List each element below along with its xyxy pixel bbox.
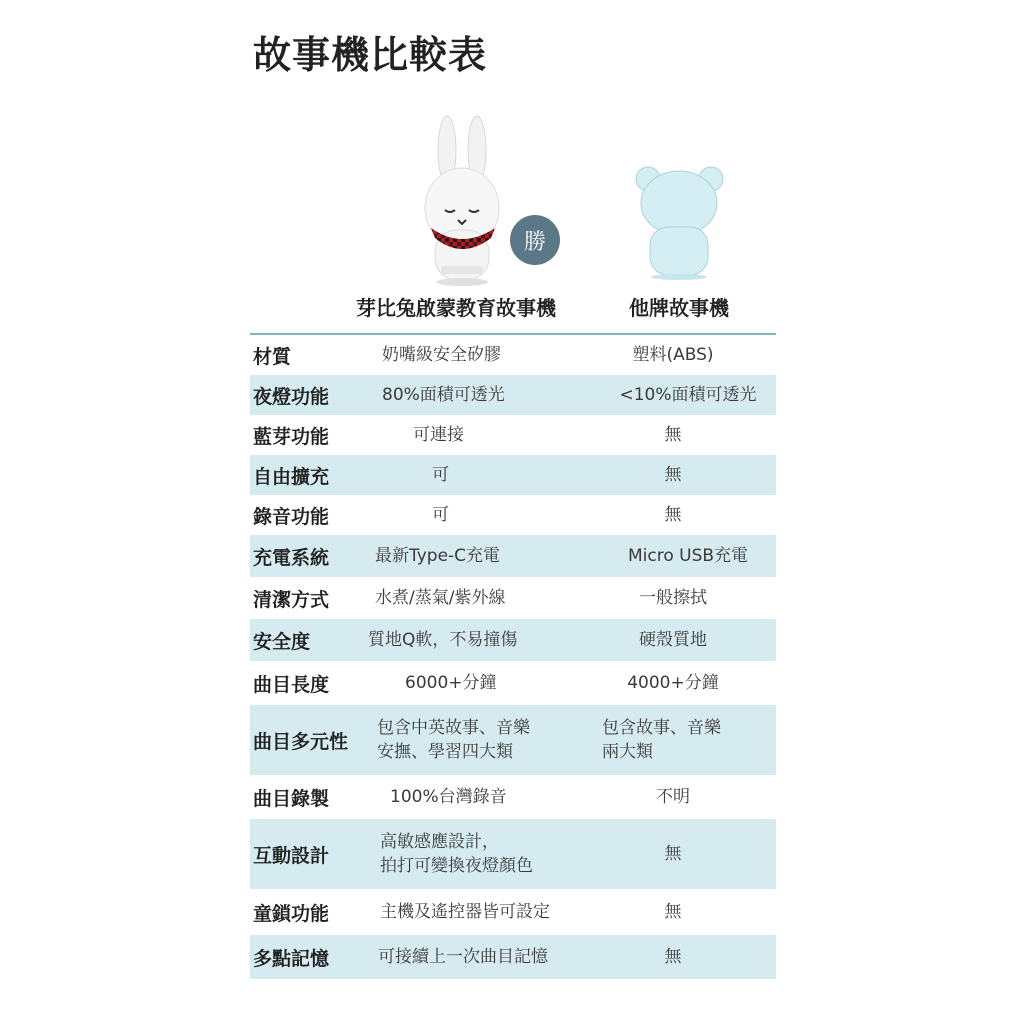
row-label: 充電系統	[253, 546, 330, 569]
table-row	[250, 455, 776, 495]
product-a-value: 可接續上一次曲目記憶	[378, 947, 548, 967]
bear-story-machine-image	[632, 165, 727, 280]
table-row	[250, 819, 776, 889]
product-b-value: 4000+分鐘	[627, 673, 719, 693]
row-label: 互動設計	[253, 844, 330, 867]
table-row	[250, 661, 776, 705]
product-name-mibebe: 芽比兔啟蒙教育故事機	[356, 296, 556, 320]
product-b-value: 包含故事、音樂 兩大類	[602, 718, 721, 762]
row-label: 清潔方式	[253, 588, 330, 611]
comparison-table	[250, 335, 776, 979]
table-row	[250, 335, 776, 375]
product-a-value: 可連接	[413, 425, 464, 445]
table-row	[250, 415, 776, 455]
product-b-value: 無	[664, 465, 682, 485]
product-a-value: 6000+分鐘	[405, 673, 497, 693]
product-a-value: 質地Q軟，不易撞傷	[368, 630, 518, 650]
table-row	[250, 495, 776, 535]
page-title: 故事機比較表	[253, 32, 488, 77]
product-a-value: 高敏感應設計， 拍打可變換夜燈顏色	[380, 832, 533, 876]
row-label: 多點記憶	[253, 947, 330, 970]
product-a-value: 可	[432, 465, 449, 485]
product-b-value: 不明	[656, 787, 690, 807]
product-b-value: 無	[664, 947, 682, 967]
product-b-value: Micro USB充電	[627, 546, 749, 566]
table-row	[250, 535, 776, 577]
product-a-value: 奶嘴級安全矽膠	[382, 345, 501, 365]
table-row	[250, 619, 776, 661]
row-label: 材質	[253, 345, 292, 368]
product-name-other-brand: 他牌故事機	[629, 296, 729, 320]
product-a-value: 100%台灣錄音	[390, 787, 507, 807]
table-row	[250, 705, 776, 775]
row-label: 曲目多元性	[253, 730, 349, 753]
product-b-value: 無	[664, 425, 682, 445]
product-b-value: 塑料(ABS)	[632, 345, 714, 365]
product-a-value: 水煮/蒸氣/紫外線	[375, 588, 506, 608]
product-a-value: 80%面積可透光	[382, 385, 505, 405]
row-label: 安全度	[253, 630, 311, 653]
product-b-value: <10%面積可透光	[619, 385, 757, 405]
rabbit-story-machine-image	[405, 110, 520, 288]
row-label: 錄音功能	[253, 505, 330, 528]
table-row	[250, 577, 776, 619]
product-b-value: 無	[664, 844, 682, 864]
product-b-value: 硬殼質地	[639, 630, 707, 650]
product-b-value: 無	[664, 902, 682, 922]
row-label: 曲目錄製	[253, 787, 330, 810]
row-label: 自由擴充	[253, 465, 330, 488]
table-row	[250, 775, 776, 819]
winner-badge: 勝	[510, 215, 560, 265]
row-label: 曲目長度	[253, 673, 330, 696]
product-b-value: 一般擦拭	[639, 588, 707, 608]
product-a-value: 可	[432, 505, 449, 525]
product-a-value: 主機及遙控器皆可設定	[380, 902, 550, 922]
row-label: 童鎖功能	[253, 902, 330, 925]
row-label: 藍芽功能	[253, 425, 330, 448]
table-row	[250, 935, 776, 979]
product-b-value: 無	[664, 505, 682, 525]
table-row	[250, 375, 776, 415]
product-a-value: 包含中英故事、音樂 安撫、學習四大類	[377, 718, 530, 762]
row-label: 夜燈功能	[253, 385, 330, 408]
product-a-value: 最新Type-C充電	[375, 546, 501, 566]
table-row	[250, 889, 776, 935]
